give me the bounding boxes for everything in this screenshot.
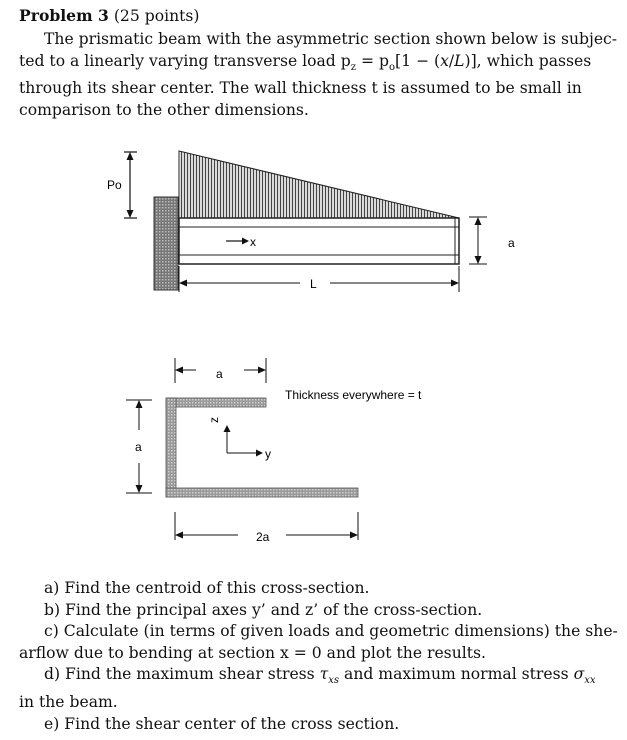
top-dim-arrow-right — [258, 367, 266, 374]
left-dim-arrow-down — [136, 485, 143, 493]
intro-line-4: comparison to the other dimensions. — [19, 100, 309, 119]
problem-points: (25 points) — [113, 7, 200, 25]
question-c-line-1: c) Calculate (in terms of given loads and geometric dimensions) the she- — [44, 622, 618, 641]
x-axis-label: x — [250, 235, 256, 249]
fixed-wall — [154, 197, 178, 290]
po-dim-arrow-up — [127, 152, 134, 160]
question-d-line-1: d) Find the maximum shear stress $\tau_{xs}$ and maximum normal stress $\sigma_{xx}$ — [44, 665, 596, 687]
y-axis-label: y — [265, 447, 271, 461]
po-dim-arrow-down — [127, 210, 134, 218]
question-c-line-2: arflow due to bending at section x = 0 and plot the results. — [19, 643, 486, 662]
bottom-flange — [166, 488, 358, 497]
intro-line-1: The prismatic beam with the asymmetric section shown below is subjec- — [44, 30, 618, 48]
intro-line-2: ted to a linearly varying transverse load $p_z = p_o[1 - (x/L)]$, which passes — [19, 51, 592, 73]
question-b: b) Find the principal axes y’ and z’ of the cross-section. — [44, 600, 483, 619]
question-a: a) Find the centroid of this cross-section. — [44, 579, 370, 597]
beam-body — [179, 218, 459, 264]
left-dim-label: a — [135, 440, 142, 454]
web — [166, 398, 176, 497]
po-label: Po — [107, 178, 122, 192]
section-figure — [126, 358, 422, 544]
question-e: e) Find the shear center of the cross section. — [44, 714, 400, 733]
z-axis-arrowhead — [224, 425, 231, 432]
questions — [19, 578, 618, 735]
problem-heading: Problem 3 — [19, 6, 109, 25]
thickness-note: Thickness everywhere = t — [285, 388, 422, 402]
a-label: a — [508, 236, 515, 250]
bottom-dim-arrow-left — [175, 532, 183, 539]
l-dim-arrow-right — [451, 280, 459, 287]
question-d-line-2: in the beam. — [19, 693, 118, 712]
beam-figure — [107, 151, 515, 292]
l-label: L — [310, 277, 317, 291]
l-dim-arrow-left — [179, 280, 187, 287]
top-dim-label: a — [216, 367, 223, 381]
y-axis-arrowhead — [256, 450, 263, 457]
bottom-dim-arrow-right — [350, 532, 358, 539]
z-axis-label: z — [207, 417, 221, 423]
distributed-load — [179, 151, 459, 218]
a-dim-arrow-up — [475, 217, 482, 225]
bottom-dim-label: 2a — [256, 530, 270, 544]
top-dim-arrow-left — [175, 367, 183, 374]
intro-line-3: through its shear center. The wall thickness t is assumed to be small in — [19, 79, 582, 98]
left-dim-arrow-up — [136, 400, 143, 408]
a-dim-arrow-down — [475, 256, 482, 264]
top-flange — [166, 398, 266, 407]
